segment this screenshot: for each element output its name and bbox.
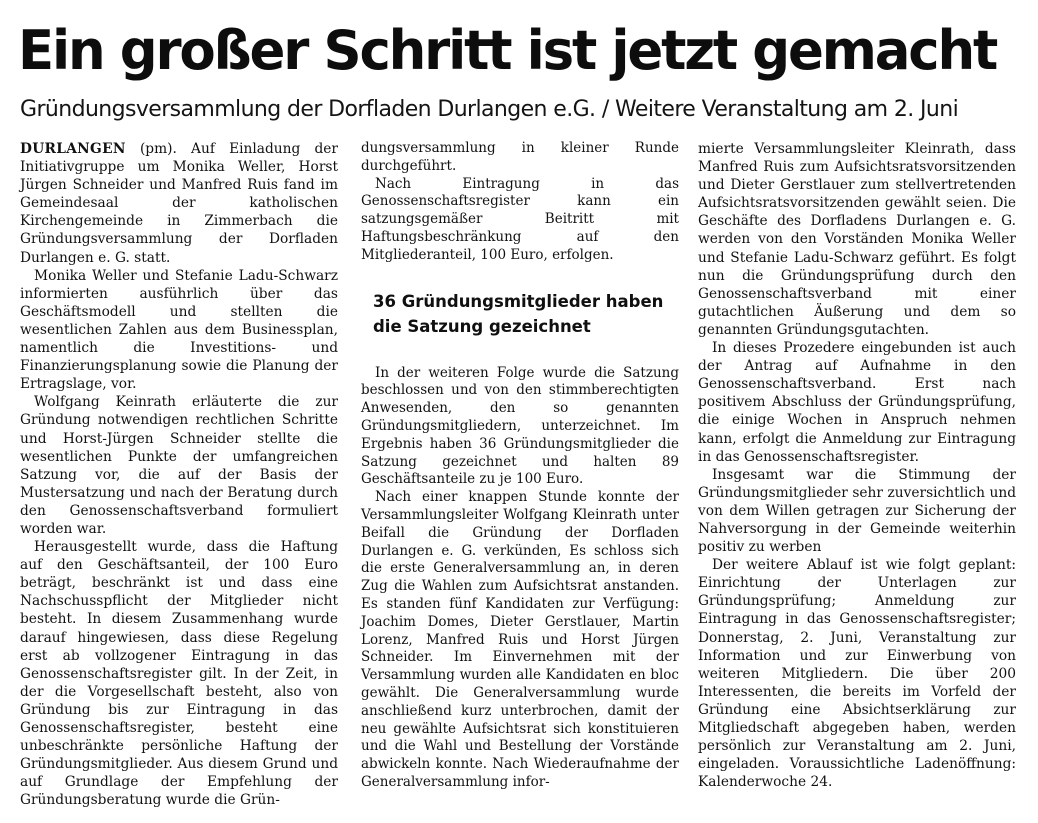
paragraph-8: In dieses Prozedere eingebunden ist auch der Antrag auf Aufnahme in den Genossenschaftsverband. Erst nach positivem Abschluss der Gründungsprüfung, die einige Wochen in Anspruch nehmen kann, erfolgt die Anmeldung zur Eintragung in das Genossenschaftsregister. xyxy=(698,340,1016,465)
paragraph-10: Der weitere Ablauf ist wie folgt geplant: Einrichtung der Unterlagen zur Gründungsprüfung; Anmeldung zur Eintragung in das Genossenschaftsregister; Donnerstag, 2. Juni, Veranstaltung zur Information und zur Einwerbung von weiteren Mitgliedern. Die über 200 Interessenten, die bereits im Vorfeld der Gründung eine Absichtserklärung zur Mitgliedschaft abgegeben haben, werden persönlich zur Veranstaltung am 2. Juni, eingeladen. Voraussichtliche Ladenöffnung: Kalenderwoche 24. xyxy=(698,557,1016,791)
dateline: DURLANGEN xyxy=(20,141,126,157)
paragraph-continued-2: mierte Versammlungsleiter Kleinrath, dass Manfred Ruis zum Aufsichtsratsvorsitzenden und Dieter Gerstlauer zum stellvertretenden Aufsichtsratsvorsitzenden gewählt seien. Die Geschäfte des Dorfladens Durlangen e. G. werden von den Vorständen Monika Weller und Stefanie Ladu-Schwarz geführt. Es folgt nun die Gründungsprüfung durch den Genossenschaftsverband mit einer gutachtlichen Äußerung und dem so genannten Gründungsgutachten. xyxy=(698,141,1016,338)
article-column-2 xyxy=(361,140,679,792)
paragraph-6: In der weiteren Folge wurde die Satzung beschlossen und von den stimmberechtigten Anwesenden, den so genannten Gründungsmitgliedern, unterzeichnet. Im Ergebnis haben 36 Gründungsmitglieder die Satzung gezeichnet und halten 89 Geschäftsanteile zu je 100 Euro. xyxy=(361,364,679,488)
subheadline: Gründungsversammlung der Dorfladen Durlangen e.G. / Weitere Veranstaltung am 2. Juni xyxy=(20,97,959,122)
paragraph-1-text: (pm). Auf Einladung der Initiativgruppe um Monika Weller, Horst Jürgen Schneider und Manfred Ruis fand im Gemeindesaal der katholischen Kirchengemeinde in Zimmerbach die Gründungsversammlung der Dorfladen Durlangen e. G. statt. xyxy=(20,141,339,266)
paragraph-5: Nach Eintragung in das Genossenschaftsregister kann ein satzungsgemäßer Beitritt mit Haftungsbeschränkung auf den Mitgliederanteil, 100 Euro, erfolgen. xyxy=(361,175,679,263)
paragraph-1 xyxy=(20,140,338,267)
paragraph-7: Nach einer knappen Stunde konnte der Versammlungsleiter Wolfgang Kleinrath unter Beifall die Gründung der Dorfladen Durlangen e. G. verkünden, Es schloss sich die erste Generalversammlung an, in deren Zug die Wahlen zum Aufsichtsrat anstanden. Es standen fünf Kandidaten zur Verfügung: Joachim Domes, Dieter Gerstlauer, Martin Lorenz, Manfred Ruis und Horst Jürgen Schneider. Im Einvernehmen mit der Versammlung wurden alle Kandidaten en bloc gewählt. Die Generalversammlung wurde anschließend kurz unterbrochen, damit der neu gewählte Aufsichtsrat sich konstituieren und die Wahl und Bestellung der Vorstände abwickeln konnte. Nach Wiederaufnahme der Generalversammlung infor- xyxy=(361,489,679,790)
section-subheading: 36 Gründungsmitglieder haben die Satzung gezeichnet xyxy=(373,291,664,336)
article-column-1 xyxy=(20,140,338,809)
paragraph-continued: dungsversammlung in kleiner Runde durchgeführt. xyxy=(361,140,679,174)
paragraph-3: Wolfgang Keinrath erläuterte die zur Gründung notwendigen rechtlichen Schritte und Horst-Jürgen Schneider stellte die wesentlichen Punkte der umfangreichen Satzung vor, die auf der Basis der Mustersatzung und nach der Beratung durch den Genossenschaftsverband formuliert worden war. xyxy=(20,394,338,537)
headline: Ein großer Schritt ist jetzt gemacht xyxy=(18,19,997,82)
article-column-3 xyxy=(698,140,1016,791)
paragraph-2: Monika Weller und Stefanie Ladu-Schwarz informierten ausführlich über das Geschäftsmodell und stellten die wesentlichen Zahlen aus dem Businessplan, namentlich die Investitions- und Finanzierungsplanung sowie die Planung der Ertragslage, vor. xyxy=(20,267,338,393)
paragraph-4: Herausgestellt wurde, dass die Haftung auf den Geschäftsanteil, der 100 Euro beträgt, beschränkt ist und dass eine Nachschusspflicht der Mitglieder nicht besteht. In diesem Zusammenhang wurde darauf hingewiesen, dass diese Regelung erst ab vollzogener Eintragung in das Genossenschaftsregister gilt. In der Zeit, in der die Vorgesellschaft besteht, also von Gründung bis zur Eintragung in das Genossenschaftsregister, besteht eine unbeschränkte persönliche Haftung der Gründungsmitglieder. Aus diesem Grund und auf Grundlage der Empfehlung der Gründungsberatung wurde die Grün- xyxy=(20,539,338,809)
paragraph-9: Insgesamt war die Stimmung der Gründungsmitglieder sehr zuversichtlich und von dem Willen getragen zur Sicherung der Nahversorgung in der Gemeinde weiterhin positiv zu werben xyxy=(698,466,1016,556)
